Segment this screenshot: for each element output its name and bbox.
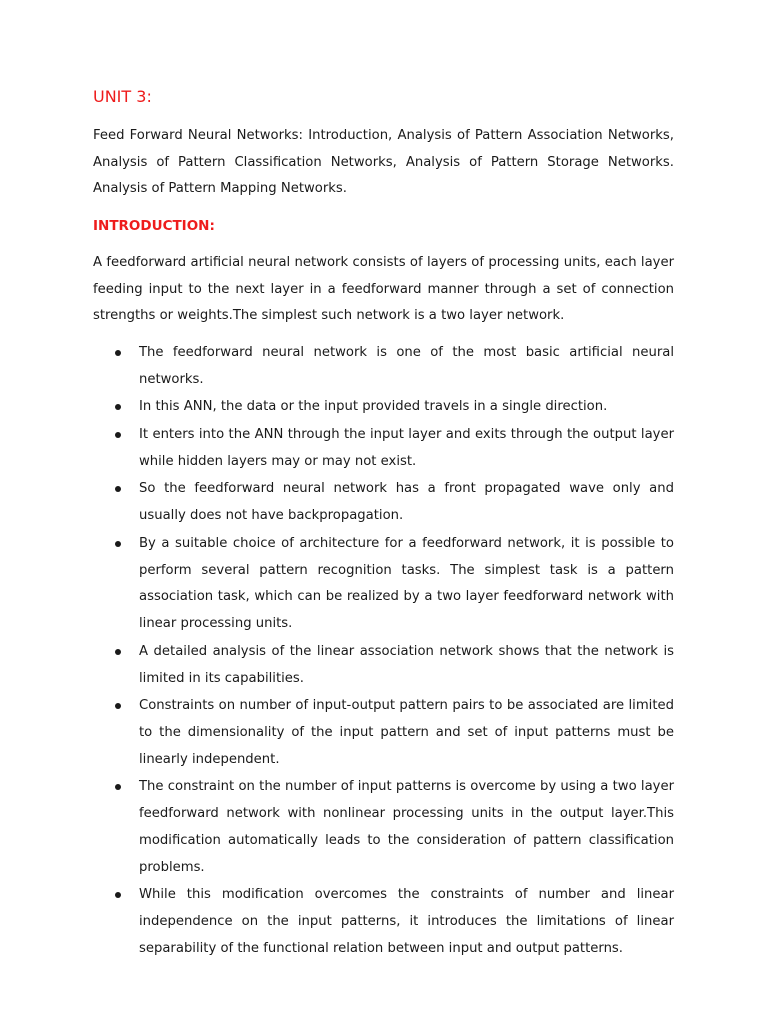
bullet-item: [93, 476, 674, 530]
bullet-item: [93, 693, 674, 773]
unit-title: UNIT 3:: [93, 87, 152, 106]
bullet-dot-icon: [115, 486, 121, 492]
bullet-text: A detailed analysis of the linear association network shows that the network is limited in its capabilities.: [139, 643, 674, 686]
bullet-dot-icon: [115, 892, 121, 898]
introduction-heading: INTRODUCTION:: [93, 218, 215, 234]
bullet-dot-icon: [115, 404, 121, 410]
bullet-item: [93, 531, 674, 638]
bullet-item: [93, 394, 674, 421]
bullet-item: [93, 422, 674, 476]
bullet-item: [93, 882, 674, 962]
bullet-text: The constraint on the number of input patterns is overcome by using a two layer feedforward network with nonlinear processing units in the output layer.This modification automatically leads to the consideration of pattern classification problems.: [139, 779, 674, 875]
bullet-dot-icon: [115, 350, 121, 356]
bullet-dot-icon: [115, 784, 121, 790]
bullet-text: By a suitable choice of architecture for a feedforward network, it is possible to perform several pattern recognition tasks. The simplest task is a pattern association task, which can be realized by a two layer feedforward network with linear processing units.: [139, 535, 674, 632]
bullet-text: In this ANN, the data or the input provided travels in a single direction.: [139, 399, 608, 415]
bullet-dot-icon: [115, 541, 121, 547]
bullet-item: [93, 340, 674, 394]
introduction-paragraph: A feedforward artificial neural network consists of layers of processing units, each layer feeding input to the next layer in a feedforward manner through a set of connection strengths or weights.The simplest such network is a two layer network.: [93, 255, 674, 324]
bullet-dot-icon: [115, 649, 121, 655]
bullet-text: The feedforward neural network is one of the most basic artificial neural networks.: [139, 345, 674, 387]
unit-overview-paragraph: Feed Forward Neural Networks: Introduction, Analysis of Pattern Association Networks, Analysis of Pattern Classification Networks, Analysis of Pattern Storage Networks. Analysis of Pattern Mapping Networks.: [93, 128, 674, 197]
bullet-text: It enters into the ANN through the input layer and exits through the output layer while hidden layers may or may not exist.: [139, 426, 674, 469]
bullet-item: [93, 774, 674, 881]
bullet-list: [93, 340, 674, 964]
bullet-dot-icon: [115, 703, 121, 709]
bullet-dot-icon: [115, 432, 121, 438]
bullet-text: Constraints on number of input-output pattern pairs to be associated are limited to the dimensionality of the input pattern and set of input patterns must be linearly independent.: [139, 698, 674, 767]
bullet-item: [93, 639, 674, 693]
bullet-text: While this modification overcomes the constraints of number and linear independence on the input patterns, it introduces the limitations of linear separability of the functional relation between input and output patterns.: [139, 887, 674, 956]
bullet-text: So the feedforward neural network has a front propagated wave only and usually does not have backpropagation.: [139, 481, 674, 524]
